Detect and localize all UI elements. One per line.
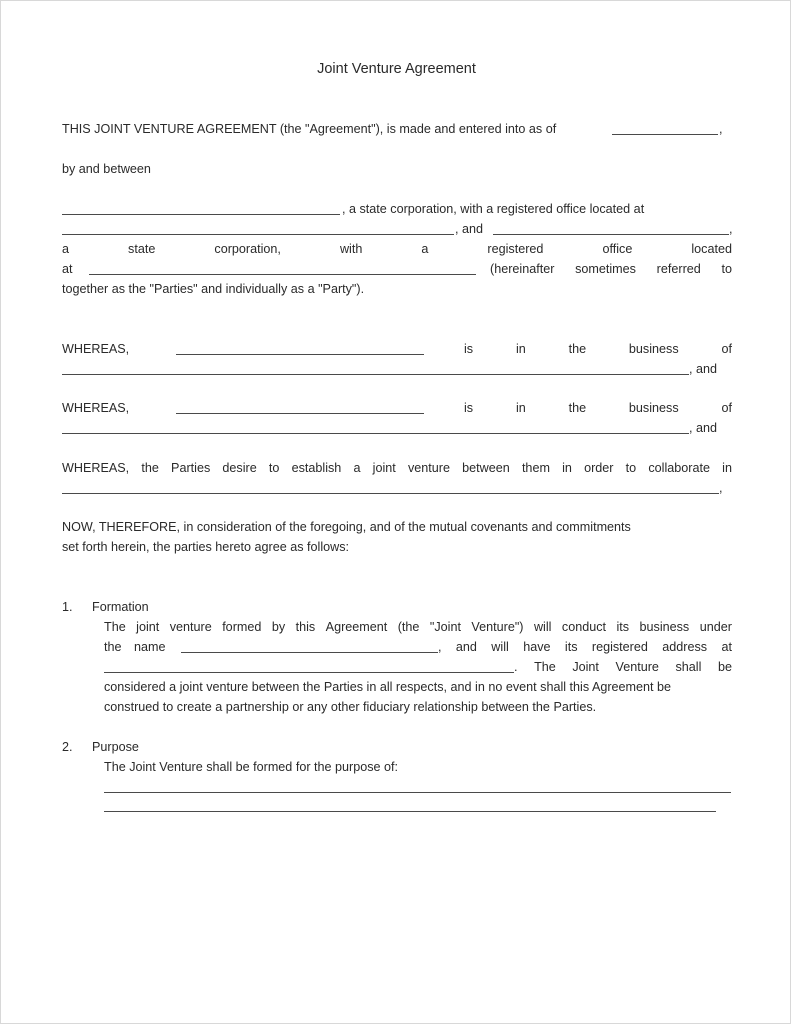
word: of: [721, 401, 732, 415]
word: of: [721, 342, 732, 356]
word: Venture"): [471, 620, 524, 634]
word: by: [271, 620, 286, 634]
party2-description-row: [62, 241, 732, 257]
section-2-line-1: The Joint Venture shall be formed for the purpose of:: [104, 760, 399, 774]
word: is: [464, 401, 474, 415]
party1-description: [342, 201, 732, 217]
word: registered: [487, 242, 544, 256]
whereas-1-party-blank[interactable]: [176, 354, 424, 355]
word: Venture: [615, 660, 659, 674]
word: registered: [591, 640, 648, 654]
word: (the: [397, 620, 420, 634]
word: Agreement: [325, 620, 388, 634]
word: venture: [407, 461, 450, 475]
word: is: [464, 342, 474, 356]
word: office: [602, 242, 633, 256]
now-therefore-line-1: NOW, THEREFORE, in consideration of the foregoing, and of the mutual covenants and commitments: [62, 520, 631, 534]
word: Parties: [171, 461, 211, 475]
the-name-word-1: the: [104, 640, 122, 654]
section-2-number: 2.: [62, 740, 73, 754]
whereas-2-business-blank[interactable]: [62, 433, 689, 434]
word: this: [295, 620, 316, 634]
party1-name-blank[interactable]: [62, 214, 340, 215]
word: referred: [656, 262, 701, 276]
section-1-line-4: considered a joint venture between the Parties in all respects, and in no event shall this Agreement be: [104, 680, 672, 694]
word: Joint: [572, 660, 599, 674]
together-line: together as the "Parties" and individually as a "Party").: [62, 282, 365, 296]
party1-text: , a state corporation, with a registered office located at: [342, 202, 645, 216]
word: collaborate: [648, 461, 710, 475]
word: "Joint: [429, 620, 461, 634]
document-title: Joint Venture Agreement: [317, 61, 476, 77]
word: to: [268, 461, 280, 475]
now-therefore-line-2: set forth herein, the parties hereto agree as follows:: [62, 540, 350, 554]
word: desire: [222, 461, 257, 475]
word: to: [625, 461, 637, 475]
word: the: [568, 342, 587, 356]
whereas-1-business-blank[interactable]: [62, 374, 689, 375]
whereas-2-label: WHEREAS,: [62, 401, 130, 415]
word: corporation,: [214, 242, 281, 256]
word: business: [628, 401, 679, 415]
intro-line-1: THIS JOINT VENTURE AGREEMENT (the "Agreement"), is made and entered into as of: [62, 122, 557, 136]
whereas-3-purpose-blank[interactable]: [62, 493, 719, 494]
jv-address-blank[interactable]: [104, 672, 514, 673]
section-1-line-5: construed to create a partnership or any other fiduciary relationship between the Parties.: [104, 700, 597, 714]
word: the: [141, 461, 159, 475]
word: a: [62, 242, 70, 256]
purpose-blank-1[interactable]: [104, 792, 731, 793]
word: in: [515, 342, 526, 356]
word: them: [521, 461, 550, 475]
word: formed: [222, 620, 262, 634]
word: in: [515, 401, 526, 415]
word: located: [691, 242, 732, 256]
word: The: [104, 620, 126, 634]
section-1-heading: Formation: [92, 600, 149, 614]
whereas-3-comma: ,: [719, 481, 723, 495]
word: joint: [372, 461, 396, 475]
word: business: [639, 620, 690, 634]
word: under: [699, 620, 732, 634]
word: (hereinafter: [490, 262, 555, 276]
word: between: [462, 461, 510, 475]
word: address: [662, 640, 708, 654]
word: venture: [169, 620, 212, 634]
hereinafter-row: [490, 261, 732, 277]
intro-line-1-comma: ,: [719, 122, 723, 136]
word: state: [128, 242, 156, 256]
word: The: [534, 660, 556, 674]
party2-name-blank[interactable]: [493, 234, 729, 235]
word: sometimes: [575, 262, 636, 276]
word: at: [721, 640, 732, 654]
section-2-heading: Purpose: [92, 740, 139, 754]
date-blank[interactable]: [612, 134, 718, 135]
word: in: [562, 461, 572, 475]
word: a: [421, 242, 429, 256]
word: and: [455, 640, 477, 654]
word: the: [568, 401, 587, 415]
word: its: [564, 640, 578, 654]
word: with: [339, 242, 363, 256]
word: in: [722, 461, 732, 475]
whereas-2-words: [464, 400, 732, 416]
word: conduct: [561, 620, 607, 634]
whereas-3-words: [62, 460, 732, 476]
word: to: [721, 262, 732, 276]
the-name-word-2: name: [134, 640, 166, 654]
section-1-line-3-rest: [514, 659, 732, 675]
word: have: [523, 640, 551, 654]
word: business: [628, 342, 679, 356]
word: a: [353, 461, 361, 475]
word: .: [514, 660, 518, 674]
whereas-1-words: [464, 341, 732, 357]
word: shall: [675, 660, 702, 674]
party2-comma: ,: [729, 222, 733, 236]
word: joint: [136, 620, 160, 634]
section-1-line-2-rest: [438, 639, 732, 655]
whereas-1-and: , and: [689, 362, 718, 376]
and-text: , and: [455, 222, 484, 236]
word: order: [584, 461, 614, 475]
word: its: [616, 620, 630, 634]
whereas-1-label: WHEREAS,: [62, 342, 130, 356]
word: will: [491, 640, 509, 654]
jv-name-blank[interactable]: [181, 652, 438, 653]
whereas-2-party-blank[interactable]: [176, 413, 424, 414]
word: ,: [438, 640, 442, 654]
party1-address-blank[interactable]: [62, 234, 454, 235]
section-1-number: 1.: [62, 600, 73, 614]
party2-address-blank[interactable]: [89, 274, 476, 275]
section-1-line-1: [104, 619, 732, 635]
word: WHEREAS,: [62, 461, 130, 475]
at-label: at: [62, 262, 73, 276]
purpose-blank-2[interactable]: [104, 811, 716, 812]
word: be: [717, 660, 732, 674]
whereas-2-and: , and: [689, 421, 718, 435]
intro-line-2: by and between: [62, 162, 151, 176]
word: establish: [291, 461, 342, 475]
word: will: [533, 620, 552, 634]
